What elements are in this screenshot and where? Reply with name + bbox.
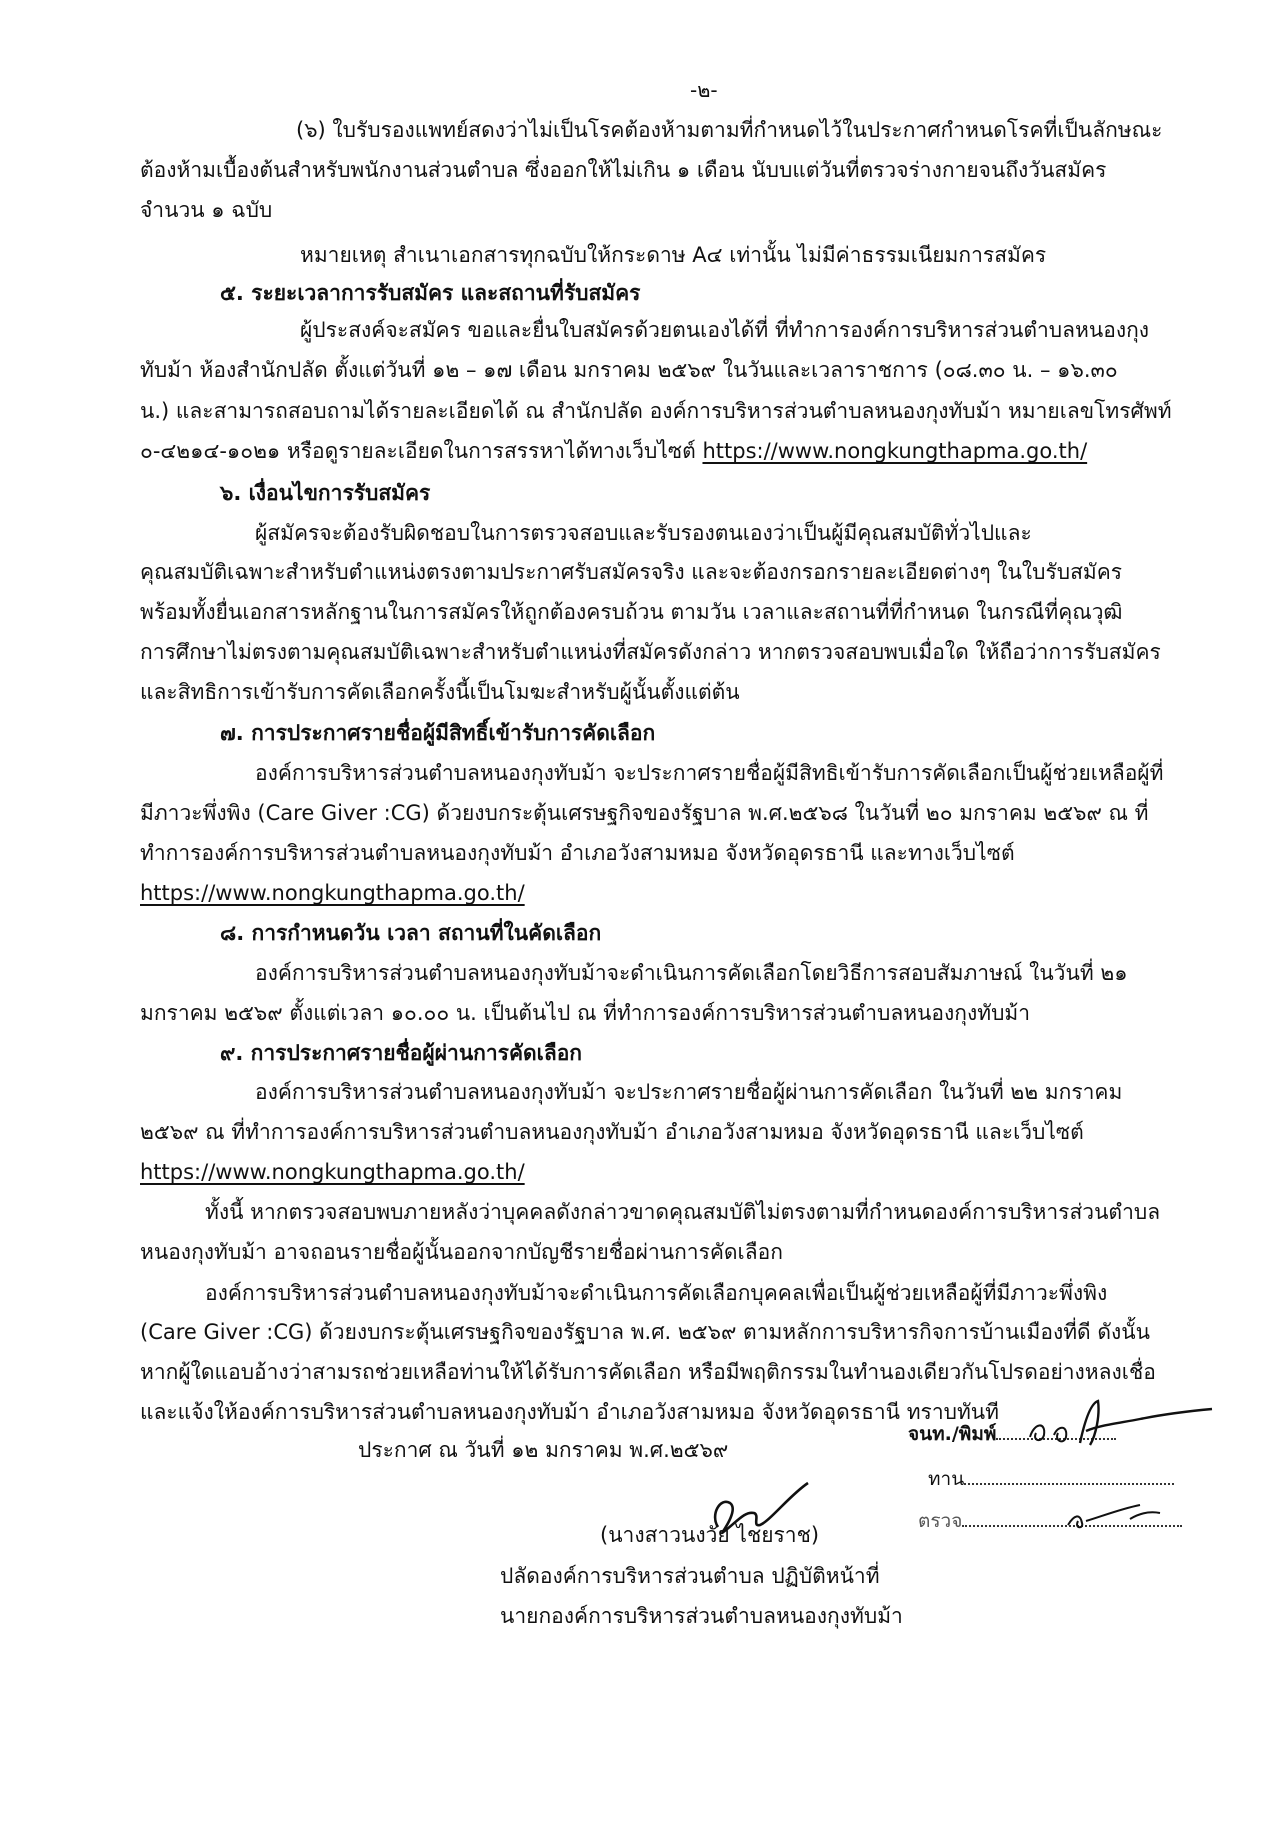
section-5-line-3: น.) และสามารถสอบถามได้รายละเอียดได้ ณ สำนักปลัด องค์การบริหารส่วนตำบลหนองกุงทับม้า หมายเลขโทรศัพท์ xyxy=(140,399,1172,423)
closing-p2-line-3: หากผู้ใดแอบอ้างว่าสามรถช่วยเหลือท่านให้ได้รับการคัดเลือก หรือมีพฤติกรรมในทำนองเดียวกันโปรดอย่างหลงเชื่อ xyxy=(140,1360,1156,1384)
section-8-line-2: มกราคม ๒๕๖๙ ตั้งแต่เวลา ๑๐.๐๐ น. เป็นต้นไป ณ ที่ทำการองค์การบริหารส่วนตำบลหนองกุงทับม้า xyxy=(140,1001,1031,1025)
section-9-website-link[interactable]: https://www.nongkungthapma.go.th/ xyxy=(140,1160,525,1184)
section-9-line-2: ๒๕๖๙ ณ ที่ทำการองค์การบริหารส่วนตำบลหนองกุงทับม้า อำเภอวังสามหมอ จังหวัดอุดรธานี และเว็บไซต์ xyxy=(140,1120,1084,1144)
section-5-line-4-text: ๐-๔๒๑๔-๑๐๒๑ หรือดูรายละเอียดในการสรรหาได้ทางเว็บไซต์ xyxy=(140,439,703,463)
handwritten-initials-top xyxy=(1020,1395,1220,1455)
section-5-line-1: ผู้ประสงค์จะสมัคร ขอและยื่นใบสมัครด้วยตนเองได้ที่ ที่ทำการองค์การบริหารส่วนตำบลหนองกุง xyxy=(300,318,1150,342)
checklist-typed-label: จนท./พิมพ์ xyxy=(908,1423,997,1445)
para-6-line-2: ต้องห้ามเบื้องต้นสำหรับพนักงานส่วนตำบล ซึ่งออกให้ไม่เกิน ๑ เดือน นับบแต่วันที่ตรวจร่างกายจนถึงวันสมัคร xyxy=(140,158,1107,182)
checklist-checked xyxy=(928,1470,1174,1489)
section-8-heading: ๘. การกำหนดวัน เวลา สถานที่ในคัดเลือก xyxy=(220,921,602,945)
signatory-position-2: นายกองค์การบริหารส่วนตำบลหนองกุงทับม้า xyxy=(500,1604,903,1628)
section-6-line-3: พร้อมทั้งยื่นเอกสารหลักฐานในการสมัครให้ถูกต้องครบถ้วน ตามวัน เวลาและสถานที่ที่กำหนด ในกรณีที่คุณวุฒิ xyxy=(140,600,1123,624)
section-7-heading: ๗. การประกาศรายชื่อผู้มีสิทธิ์เข้ารับการคัดเลือก xyxy=(220,721,656,745)
section-6-line-5: และสิทธิการเข้ารับการคัดเลือกครั้งนี้เป็นโมฆะสำหรับผู้นั้นตั้งแต่ต้น xyxy=(140,680,740,704)
closing-p2-line-4: และแจ้งให้องค์การบริหารส่วนตำบลหนองกุงทับม้า อำเภอวังสามหมอ จังหวัดอุดรธานี ทราบทันที xyxy=(140,1400,1000,1424)
section-6-line-2: คุณสมบัติเฉพาะสำหรับตำแหน่งตรงตามประกาศรับสมัครจริง และจะต้องกรอกรายละเอียดต่างๆ ในใบรับสมัคร xyxy=(140,560,1123,584)
closing-p1-line-2: หนองกุงทับม้า อาจถอนรายชื่อผู้นั้นออกจากบัญชีรายชื่อผ่านการคัดเลือก xyxy=(140,1240,783,1264)
closing-p2-line-2: (Care Giver :CG) ด้วยงบกระตุ้นเศรษฐกิจของรัฐบาล พ.ศ. ๒๕๖๙ ตามหลักการบริหารกิจการบ้านเมืองที่ดี ดังนั้น xyxy=(140,1320,1150,1344)
section-8-line-1: องค์การบริหารส่วนตำบลหนองกุงทับม้าจะดำเนินการคัดเลือกโดยวิธีการสอบสัมภาษณ์ ในวันที่ ๒๑ xyxy=(255,961,1128,985)
checklist-checked-line xyxy=(964,1483,1174,1485)
announcement-date: ประกาศ ณ วันที่ ๑๒ มกราคม พ.ศ.๒๕๖๙ xyxy=(358,1438,729,1462)
section-6-heading: ๖. เงื่อนไขการรับสมัคร xyxy=(220,481,431,505)
section-7-line-2: มีภาวะพึ่งพิง (Care Giver :CG) ด้วยงบกระตุ้นเศรษฐกิจของรัฐบาล พ.ศ.๒๕๖๘ ในวันที่ ๒๐ มกราคม ๒๕๖๙ ณ ที่ xyxy=(140,801,1149,825)
handwritten-initials-bottom xyxy=(1060,1495,1170,1535)
section-5-line-2: ทับม้า ห้องสำนักปลัด ตั้งแต่วันที่ ๑๒ – ๑๗ เดือน มกราคม ๒๕๖๙ ในวันและเวลาราชการ (๐๘.๓๐ น. – ๑๖.๓๐ xyxy=(140,358,1118,382)
para-6-line-1: (๖) ใบรับรองแพทย์สดงว่าไม่เป็นโรคต้องห้ามตามที่กำหนดไว้ในประกาศกำหนดโรคที่เป็นลักษณะ xyxy=(296,118,1163,142)
section-9-line-1: องค์การบริหารส่วนตำบลหนองกุงทับม้า จะประกาศรายชื่อผู้ผ่านการคัดเลือก ในวันที่ ๒๒ มกราคม xyxy=(255,1080,1123,1104)
signatory-position-1: ปลัดองค์การบริหารส่วนตำบล ปฏิบัติหน้าที่ xyxy=(500,1564,880,1588)
closing-p2-line-1: องค์การบริหารส่วนตำบลหนองกุงทับม้าจะดำเนินการคัดเลือกบุคคลเพื่อเป็นผู้ช่วยเหลือผู้ที่มีภาวะพึ่งพิง xyxy=(205,1281,1108,1305)
checklist-checked-label: ทาน xyxy=(928,1468,965,1490)
checklist-verified-label: ตรวจ xyxy=(918,1510,963,1532)
closing-p1-line-1: ทั้งนี้ หากตรวจสอบพบภายหลังว่าบุคคลดังกล่าวขาดคุณสมบัติไม่ตรงตามที่กำหนดองค์การบริหารส่วนตำบล xyxy=(205,1200,1161,1224)
section-7-line-3: ทำการองค์การบริหารส่วนตำบลหนองกุงทับม้า อำเภอวังสามหมอ จังหวัดอุดรธานี และทางเว็บไซต์ xyxy=(140,841,1015,865)
section-6-line-1: ผู้สมัครจะต้องรับผิดชอบในการตรวจสอบและรับรองตนเองว่าเป็นผู้มีคุณสมบัติทั่วไปและ xyxy=(255,521,1032,545)
section-6-line-4: การศึกษาไม่ตรงตามคุณสมบัติเฉพาะสำหรับตำแหน่งที่สมัครดังกล่าว หากตรวจสอบพบเมื่อใด ให้ถือว่าการรับสมัคร xyxy=(140,640,1161,664)
section-5-heading: ๕. ระยะเวลาการรับสมัคร และสถานที่รับสมัคร xyxy=(220,281,641,305)
para-6-line-3: จำนวน ๑ ฉบับ xyxy=(140,198,273,222)
signatory-name: (นางสาวนงวัย ไชยราช) xyxy=(600,1523,820,1547)
section-5-line-4 xyxy=(140,441,1087,462)
remark: หมายเหตุ สำเนาเอกสารทุกฉบับให้กระดาษ A๔ เท่านั้น ไม่มีค่าธรรมเนียมการสมัคร xyxy=(300,243,1047,267)
section-9-heading: ๙. การประกาศรายชื่อผู้ผ่านการคัดเลือก xyxy=(220,1041,583,1065)
section-7-line-1: องค์การบริหารส่วนตำบลหนองกุงทับม้า จะประกาศรายชื่อผู้มีสิทธิเข้ารับการคัดเลือกเป็นผู้ช่วยเหลือผู้ที่ xyxy=(255,761,1164,785)
website-link[interactable]: https://www.nongkungthapma.go.th/ xyxy=(702,439,1088,463)
page-number: -๒- xyxy=(690,78,718,102)
section-7-website-link[interactable]: https://www.nongkungthapma.go.th/ xyxy=(140,881,525,905)
